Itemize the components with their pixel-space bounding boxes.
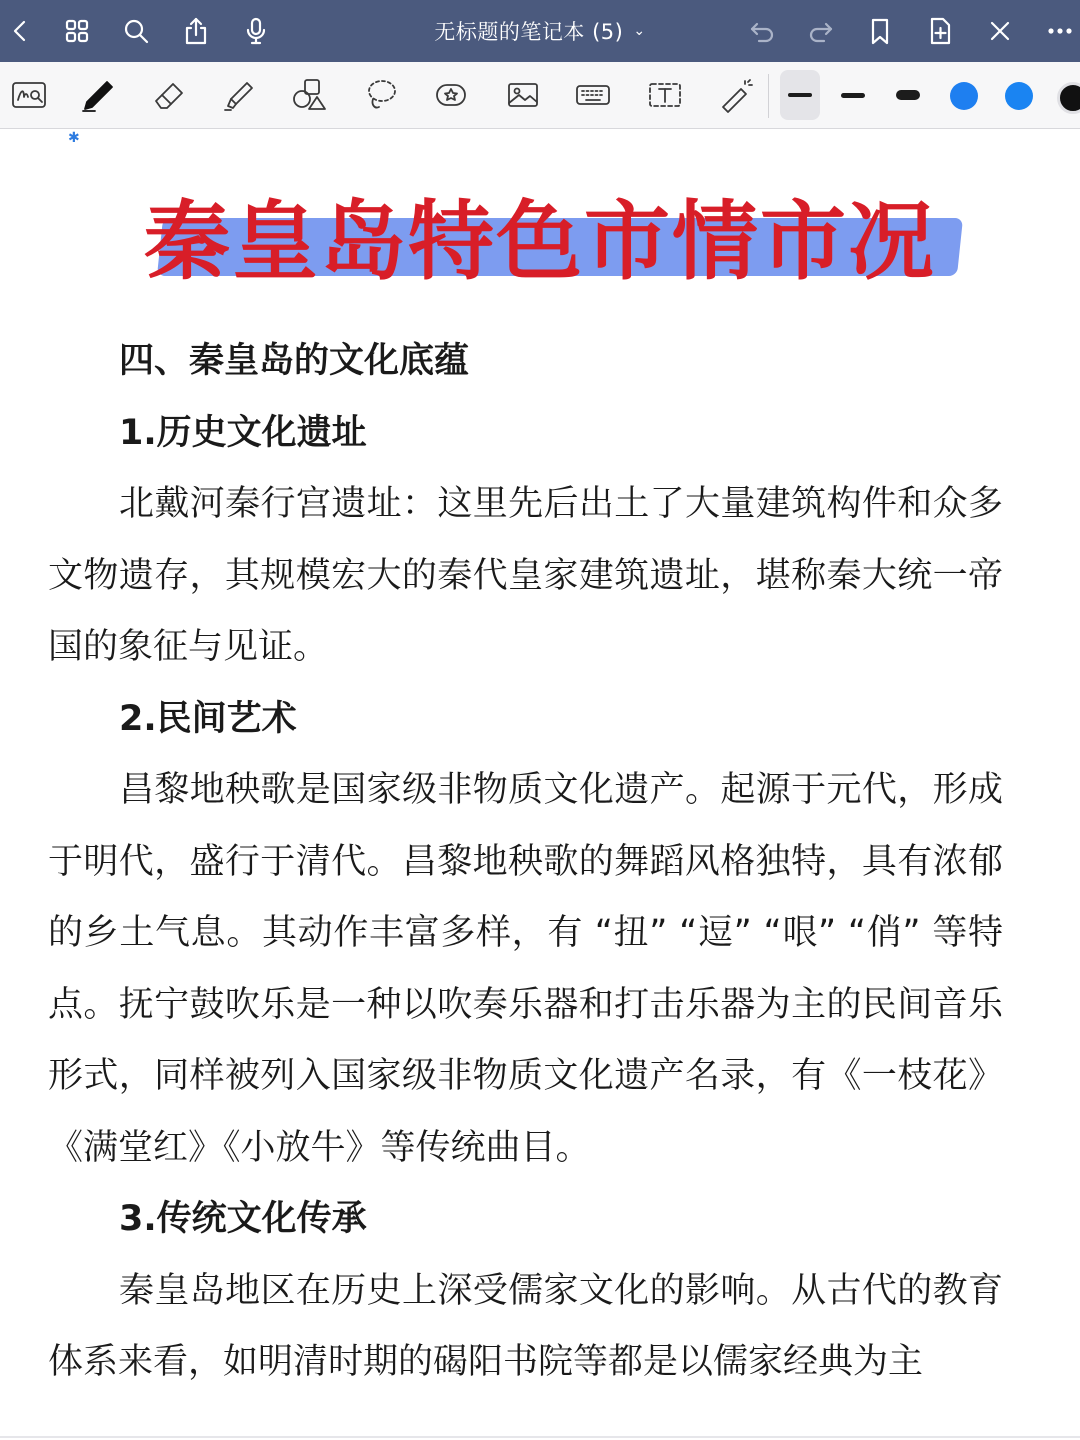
add-page-icon[interactable] [920,11,960,51]
pen-icon[interactable] [72,70,122,120]
paragraph-3: 秦皇岛地区在历史上深受儒家文化的影响。从古代的教育体系来看，如明清时期的碣阳书院等都是以儒家经典为主 [48,1270,1003,1382]
notebook-title-text: 无标题的笔记本 (5) [434,20,624,44]
sticker-icon[interactable] [426,70,476,120]
bookmark-icon[interactable] [860,11,900,51]
subsection-heading-1: 1.历史文化遗址 [119,412,367,453]
bluetooth-icon: ✱ [68,130,80,146]
paragraph-2: 昌黎地秧歌是国家级非物质文化遗产。起源于元代，形成于明代，盛行于清代。昌黎地秧歌的舞蹈风格独特，具有浓郁的乡土气息。其动作丰富多样，有 “扭” “逗” “哏” “俏” 等特点。抚宁鼓吹乐是一种以吹奏乐器和打击乐器为主的民间音乐形式，同样被列入国家级非物质文化遗产名录，有《一枝花》《满堂红》《小放牛》等传统曲目。 [48,770,1003,1168]
stroke-thick-option[interactable] [888,70,928,120]
grid-icon[interactable] [57,11,97,51]
lasso-icon[interactable] [356,70,406,120]
note-content[interactable] [48,326,1003,1399]
laser-pointer-icon[interactable] [710,70,760,120]
text-icon[interactable] [640,70,690,120]
stroke-medium-line [841,93,865,98]
top-navigation-bar [0,0,1080,62]
handwriting-search-icon[interactable] [4,70,54,120]
page-bottom-divider [0,1436,1080,1438]
subsection-heading-3: 3.传统文化传承 [119,1199,367,1239]
shape-icon[interactable] [284,70,334,120]
share-icon[interactable] [176,11,216,51]
search-icon[interactable] [116,11,156,51]
color-blue-swatch-2[interactable] [1005,82,1033,110]
more-icon[interactable] [1040,11,1080,51]
stroke-medium-option[interactable] [833,70,873,120]
back-icon[interactable] [0,11,40,51]
notebook-title[interactable] [330,0,750,62]
redo-icon[interactable] [801,11,841,51]
stroke-thick-line [896,90,920,100]
stroke-thin-option[interactable] [780,70,820,120]
close-icon[interactable] [980,11,1020,51]
microphone-icon[interactable] [236,11,276,51]
toolbar-divider [768,74,769,118]
color-blue-swatch[interactable] [950,82,978,110]
subsection-heading-2: 2.民间艺术 [119,698,297,739]
eraser-icon[interactable] [144,70,194,120]
paragraph-1: 北戴河秦行宫遗址：这里先后出土了大量建筑构件和众多文物遗存，其规模宏大的秦代皇家建筑遗址，堪称秦大统一帝国的象征与见证。 [48,484,1003,667]
chevron-down-icon: ⌄ [633,23,646,39]
page-title: 秦皇岛特色市情市况 [144,192,936,292]
keyboard-icon[interactable] [568,70,618,120]
stroke-thin-line [788,93,812,97]
undo-icon[interactable] [742,11,782,51]
section-heading: 四、秦皇岛的文化底蕴 [119,341,470,381]
highlighter-icon[interactable] [214,70,264,120]
image-icon[interactable] [498,70,548,120]
page-title-block [0,168,1080,292]
